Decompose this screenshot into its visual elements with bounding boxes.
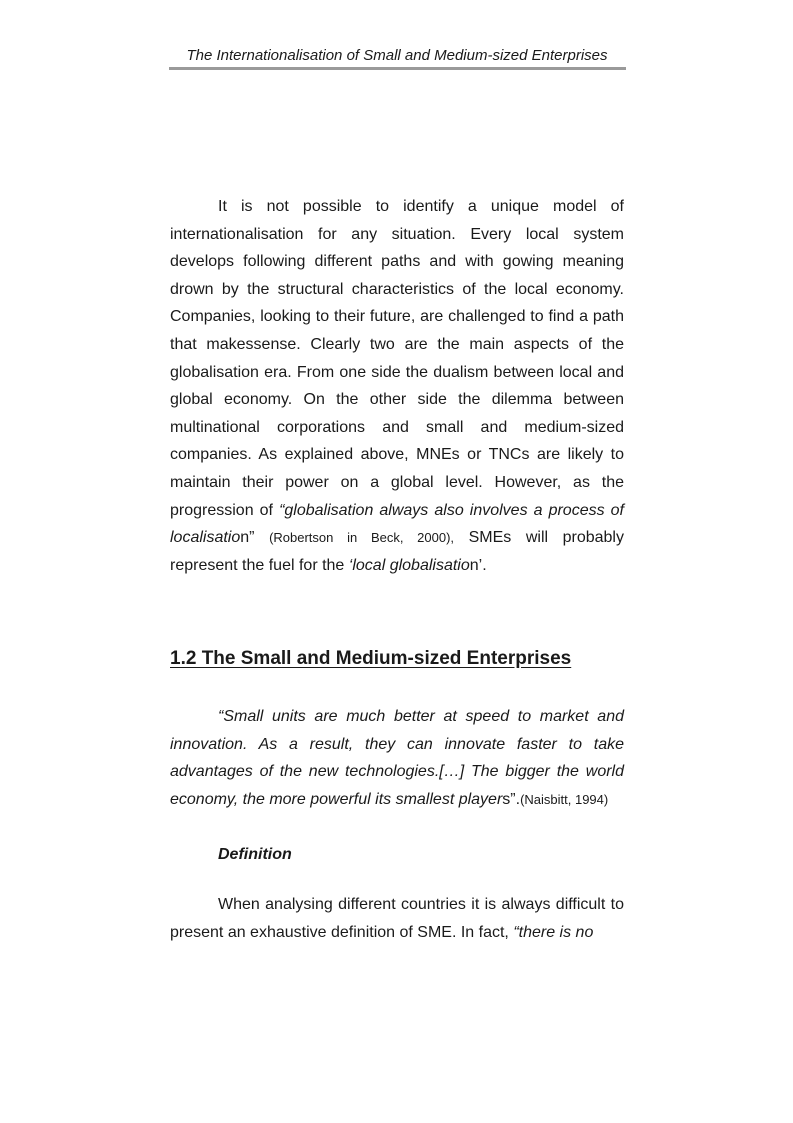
- citation-robertson: (Robertson in Beck, 2000),: [269, 530, 455, 546]
- block-quote: [170, 703, 624, 813]
- definition-text: When analysing different countries it is always difficult to present an exhaustive definition of SME. In fact,: [170, 896, 624, 941]
- quote-tail: n”: [240, 529, 255, 547]
- running-header: The Internationalisation of Small and Medium-sized Enterprises: [186, 47, 608, 64]
- paragraph-internationalisation: [170, 193, 624, 579]
- section-heading: 1.2 The Small and Medium-sized Enterprises: [170, 648, 572, 669]
- italic-quote: globalisation always also involves a process of localisatio: [170, 501, 624, 547]
- quote-text: “Small units are much better at speed to market and innovation. As a result, they can innovate faster to take advantages of the new technologies.[…] The bigger the world economy, the more powerful its smallest player: [170, 708, 624, 808]
- phrase-tail: n’.: [469, 556, 487, 574]
- italic-phrase: ‘local globalisatio: [348, 556, 470, 574]
- paragraph-text: It is not possible to identify a unique model of internationalisation for any situation. Every local system develops following different paths and with gowing meaning drown by the structural characteristics of the local economy. Companies, looking to their future, are challenged to find a path that makessense. Clearly two are the main aspects of the globalisation era. From one side the dualism between local and global economy. On the other side the dilemma between multinational corporations and small and medium-sized companies. As explained above, MNEs or TNCs are likely to maintain their power on a global level. However, as the progression of: [170, 198, 624, 519]
- paragraph-text-cont: SMEs will probably represent the fuel for the: [170, 529, 624, 574]
- citation-naisbitt: (Naisbitt, 1994): [520, 791, 609, 807]
- subsection-heading: Definition: [218, 846, 292, 863]
- definition-quote-start: “there is no: [513, 923, 594, 941]
- paragraph-definition: [170, 891, 624, 946]
- quote-closing: s”.: [502, 790, 521, 808]
- quote-open-mark: “: [279, 501, 285, 519]
- header-rule: [169, 67, 626, 70]
